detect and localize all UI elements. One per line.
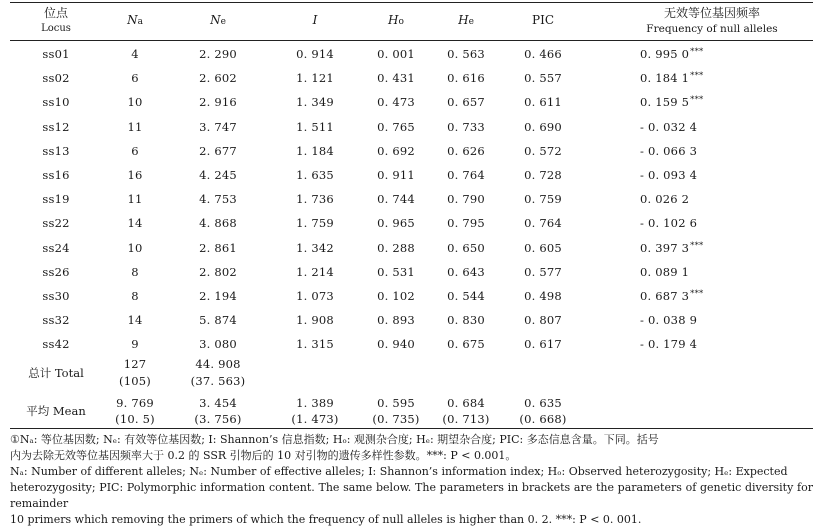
footnote-zh-line2: 内为去除无效等位基因频率大于 0.2 的 SSR 引物后的 10 对引物的遗传多样性参数。***: P < 0.001。 xyxy=(10,449,517,462)
cell-he: 0. 626 xyxy=(447,143,485,158)
cell-null-frequency xyxy=(640,265,690,279)
total-na-sub: (105) xyxy=(119,374,151,388)
cell-i: 1. 121 xyxy=(296,71,334,86)
total-ne: 44. 908 xyxy=(195,357,241,371)
cell-pic: 0. 577 xyxy=(524,264,562,279)
cell-null-frequency xyxy=(640,192,690,206)
cell-he: 0. 657 xyxy=(447,95,485,110)
cell-pic: 0. 611 xyxy=(524,95,562,110)
cell-ne: 5. 874 xyxy=(199,313,237,328)
cell-pic: 0. 557 xyxy=(524,71,562,86)
cell-ho: 0. 744 xyxy=(377,192,415,207)
cell-locus: ss16 xyxy=(42,168,70,182)
cell-null-frequency xyxy=(640,216,698,230)
mean-ne: 3. 454 xyxy=(199,396,237,410)
cell-pic: 0. 466 xyxy=(524,47,562,61)
mean-i: 1. 389 xyxy=(296,396,334,410)
cell-pic: 0. 759 xyxy=(524,192,562,207)
table-bottom-rule xyxy=(10,428,813,429)
header-null-zh: 无效等位基因频率 xyxy=(663,6,761,20)
header-ne: Ne xyxy=(210,13,226,27)
footnote-en-line1: Nₐ: Number of different alleles; Nₑ: Number of effective alleles; I: Shannon’s information index; Hₒ: Observed heterozygosity; Hₑ: Expected xyxy=(10,465,788,478)
cell-null-frequency xyxy=(640,47,704,61)
cell-ne: 2. 602 xyxy=(199,71,237,86)
cell-ho: 0. 765 xyxy=(377,119,415,134)
null-frequency-value: 0. 397 3 xyxy=(640,240,690,255)
total-na: 127 xyxy=(123,357,147,371)
cell-pic: 0. 498 xyxy=(524,289,562,303)
cell-na: 9 xyxy=(131,337,139,352)
null-frequency-value: 0. 184 1 xyxy=(640,71,690,86)
null-frequency-value: - 0. 179 4 xyxy=(640,337,698,352)
cell-na: 11 xyxy=(127,119,143,134)
cell-i: 1. 759 xyxy=(296,216,334,231)
total-ne-sub: (37. 563) xyxy=(190,374,246,388)
significance-marker: *** xyxy=(690,289,704,299)
header-he: He xyxy=(458,13,474,27)
cell-i: 1. 511 xyxy=(296,119,334,134)
cell-i: 0. 914 xyxy=(296,47,334,61)
null-frequency-value: 0. 687 3 xyxy=(640,289,690,303)
cell-ne: 4. 868 xyxy=(199,216,237,231)
cell-ne: 4. 245 xyxy=(199,168,237,182)
mean-na-sub: (10. 5) xyxy=(115,412,155,426)
header-i: I xyxy=(312,13,318,27)
cell-locus: ss02 xyxy=(42,71,70,86)
header-pic: PIC xyxy=(532,13,554,27)
significance-marker: *** xyxy=(690,240,704,251)
cell-ho: 0. 911 xyxy=(377,168,415,182)
cell-ho: 0. 965 xyxy=(377,216,415,231)
mean-pic: 0. 635 xyxy=(524,396,562,410)
mean-i-sub: (1. 473) xyxy=(291,412,339,426)
cell-na: 4 xyxy=(131,47,139,61)
cell-i: 1. 184 xyxy=(296,143,334,158)
significance-marker: *** xyxy=(690,95,704,106)
cell-i: 1. 349 xyxy=(296,95,334,110)
cell-pic: 0. 617 xyxy=(524,337,562,352)
cell-he: 0. 616 xyxy=(447,71,485,86)
cell-locus: ss10 xyxy=(42,95,70,110)
cell-he: 0. 764 xyxy=(447,168,485,182)
null-frequency-value: - 0. 102 6 xyxy=(640,216,698,231)
cell-i: 1. 342 xyxy=(296,240,334,255)
cell-ne: 2. 861 xyxy=(199,240,237,255)
footnote-zh-line1: ①Nₐ: 等位基因数; Nₑ: 有效等位基因数; I: Shannon’s 信息指数; Hₒ: 观测杂合度; Hₑ: 期望杂合度; PIC: 多态信息含量。下同。括号 xyxy=(10,433,659,446)
header-locus-en: Locus xyxy=(41,23,71,34)
cell-he: 0. 544 xyxy=(447,289,485,303)
mean-he: 0. 684 xyxy=(447,396,485,410)
cell-null-frequency xyxy=(640,337,698,351)
cell-na: 14 xyxy=(127,216,143,231)
null-frequency-value: - 0. 093 4 xyxy=(640,168,698,182)
cell-null-frequency xyxy=(640,95,704,109)
cell-null-frequency xyxy=(640,241,704,255)
cell-na: 14 xyxy=(127,313,143,328)
cell-ho: 0. 473 xyxy=(377,95,415,110)
mean-ho: 0. 595 xyxy=(377,396,415,410)
cell-null-frequency xyxy=(640,120,698,134)
cell-na: 16 xyxy=(127,168,143,182)
cell-null-frequency xyxy=(640,168,698,182)
cell-pic: 0. 764 xyxy=(524,216,562,231)
cell-null-frequency xyxy=(640,313,698,327)
cell-ne: 2. 194 xyxy=(199,289,237,303)
significance-marker: *** xyxy=(690,71,704,82)
cell-ho: 0. 692 xyxy=(377,143,415,158)
cell-locus: ss24 xyxy=(42,240,70,255)
cell-locus: ss13 xyxy=(42,143,70,158)
cell-ho: 0. 431 xyxy=(377,71,415,86)
cell-locus: ss19 xyxy=(42,192,70,207)
cell-ho: 0. 893 xyxy=(377,313,415,328)
cell-na: 11 xyxy=(127,192,143,207)
cell-null-frequency xyxy=(640,144,698,158)
mean-label: 平均 Mean xyxy=(26,404,86,418)
cell-null-frequency xyxy=(640,289,704,303)
mean-na: 9. 769 xyxy=(116,396,154,410)
cell-ho: 0. 001 xyxy=(377,47,415,61)
cell-locus: ss30 xyxy=(42,289,70,303)
cell-ne: 2. 916 xyxy=(199,95,237,110)
cell-i: 1. 736 xyxy=(296,192,334,207)
cell-i: 1. 635 xyxy=(296,168,334,182)
cell-locus: ss22 xyxy=(42,216,70,231)
cell-ne: 4. 753 xyxy=(199,192,237,207)
mean-he-sub: (0. 713) xyxy=(442,412,490,426)
cell-null-frequency xyxy=(640,71,704,85)
null-frequency-value: 0. 995 0 xyxy=(640,47,690,61)
null-frequency-value: - 0. 032 4 xyxy=(640,119,698,134)
cell-ho: 0. 531 xyxy=(377,264,415,279)
mean-ho-sub: (0. 735) xyxy=(372,412,420,426)
cell-ne: 3. 747 xyxy=(199,119,237,134)
cell-ho: 0. 102 xyxy=(377,289,415,303)
cell-he: 0. 650 xyxy=(447,240,485,255)
cell-na: 8 xyxy=(131,289,139,303)
cell-ne: 2. 802 xyxy=(199,264,237,279)
null-frequency-value: 0. 089 1 xyxy=(640,264,690,279)
cell-he: 0. 795 xyxy=(447,216,485,231)
cell-pic: 0. 807 xyxy=(524,313,562,328)
cell-ne: 2. 677 xyxy=(199,143,237,158)
cell-he: 0. 790 xyxy=(447,192,485,207)
null-frequency-value: 0. 026 2 xyxy=(640,192,690,207)
cell-pic: 0. 728 xyxy=(524,168,562,182)
header-locus-zh: 位点 xyxy=(43,6,69,20)
cell-i: 1. 214 xyxy=(296,264,334,279)
table-top-rule xyxy=(10,2,813,3)
footnote xyxy=(10,432,813,528)
total-label: 总计 Total xyxy=(28,366,84,380)
cell-locus: ss01 xyxy=(42,47,70,61)
cell-ho: 0. 940 xyxy=(377,337,415,352)
header-na: Na xyxy=(127,13,143,27)
cell-pic: 0. 572 xyxy=(524,143,562,158)
cell-he: 0. 675 xyxy=(447,337,485,352)
mean-ne-sub: (3. 756) xyxy=(194,412,242,426)
cell-he: 0. 563 xyxy=(447,47,485,61)
cell-he: 0. 643 xyxy=(447,264,485,279)
null-frequency-value: 0. 159 5 xyxy=(640,95,690,110)
cell-na: 6 xyxy=(131,143,139,158)
cell-na: 10 xyxy=(127,240,143,255)
cell-ho: 0. 288 xyxy=(377,240,415,255)
header-ho: Ho xyxy=(388,13,404,27)
null-frequency-value: - 0. 038 9 xyxy=(640,313,698,328)
cell-pic: 0. 690 xyxy=(524,119,562,134)
cell-he: 0. 733 xyxy=(447,119,485,134)
header-null-en: Frequency of null alleles xyxy=(646,23,778,35)
cell-locus: ss32 xyxy=(42,313,70,328)
cell-pic: 0. 605 xyxy=(524,240,562,255)
cell-na: 10 xyxy=(127,95,143,110)
mean-pic-sub: (0. 668) xyxy=(519,412,567,426)
footnote-en-line3: 10 primers which removing the primers of which the frequency of null alleles is higher than 0. 2. ***: P < 0. 001. xyxy=(10,513,642,526)
cell-locus: ss42 xyxy=(42,337,70,352)
table-header-rule xyxy=(10,40,813,41)
cell-he: 0. 830 xyxy=(447,313,485,328)
cell-i: 1. 315 xyxy=(296,337,334,352)
significance-marker: *** xyxy=(690,47,704,57)
cell-na: 8 xyxy=(131,264,139,279)
cell-locus: ss12 xyxy=(42,119,70,134)
cell-i: 1. 073 xyxy=(296,289,334,303)
cell-locus: ss26 xyxy=(42,264,70,279)
cell-ne: 3. 080 xyxy=(199,337,237,352)
cell-ne: 2. 290 xyxy=(199,47,237,61)
footnote-en-line2: heterozygosity; PIC: Polymorphic information content. The same below. The parameters in brackets are the parameters of genetic diversity for remainder xyxy=(10,481,813,510)
cell-na: 6 xyxy=(131,71,139,86)
null-frequency-value: - 0. 066 3 xyxy=(640,143,698,158)
cell-i: 1. 908 xyxy=(296,313,334,328)
